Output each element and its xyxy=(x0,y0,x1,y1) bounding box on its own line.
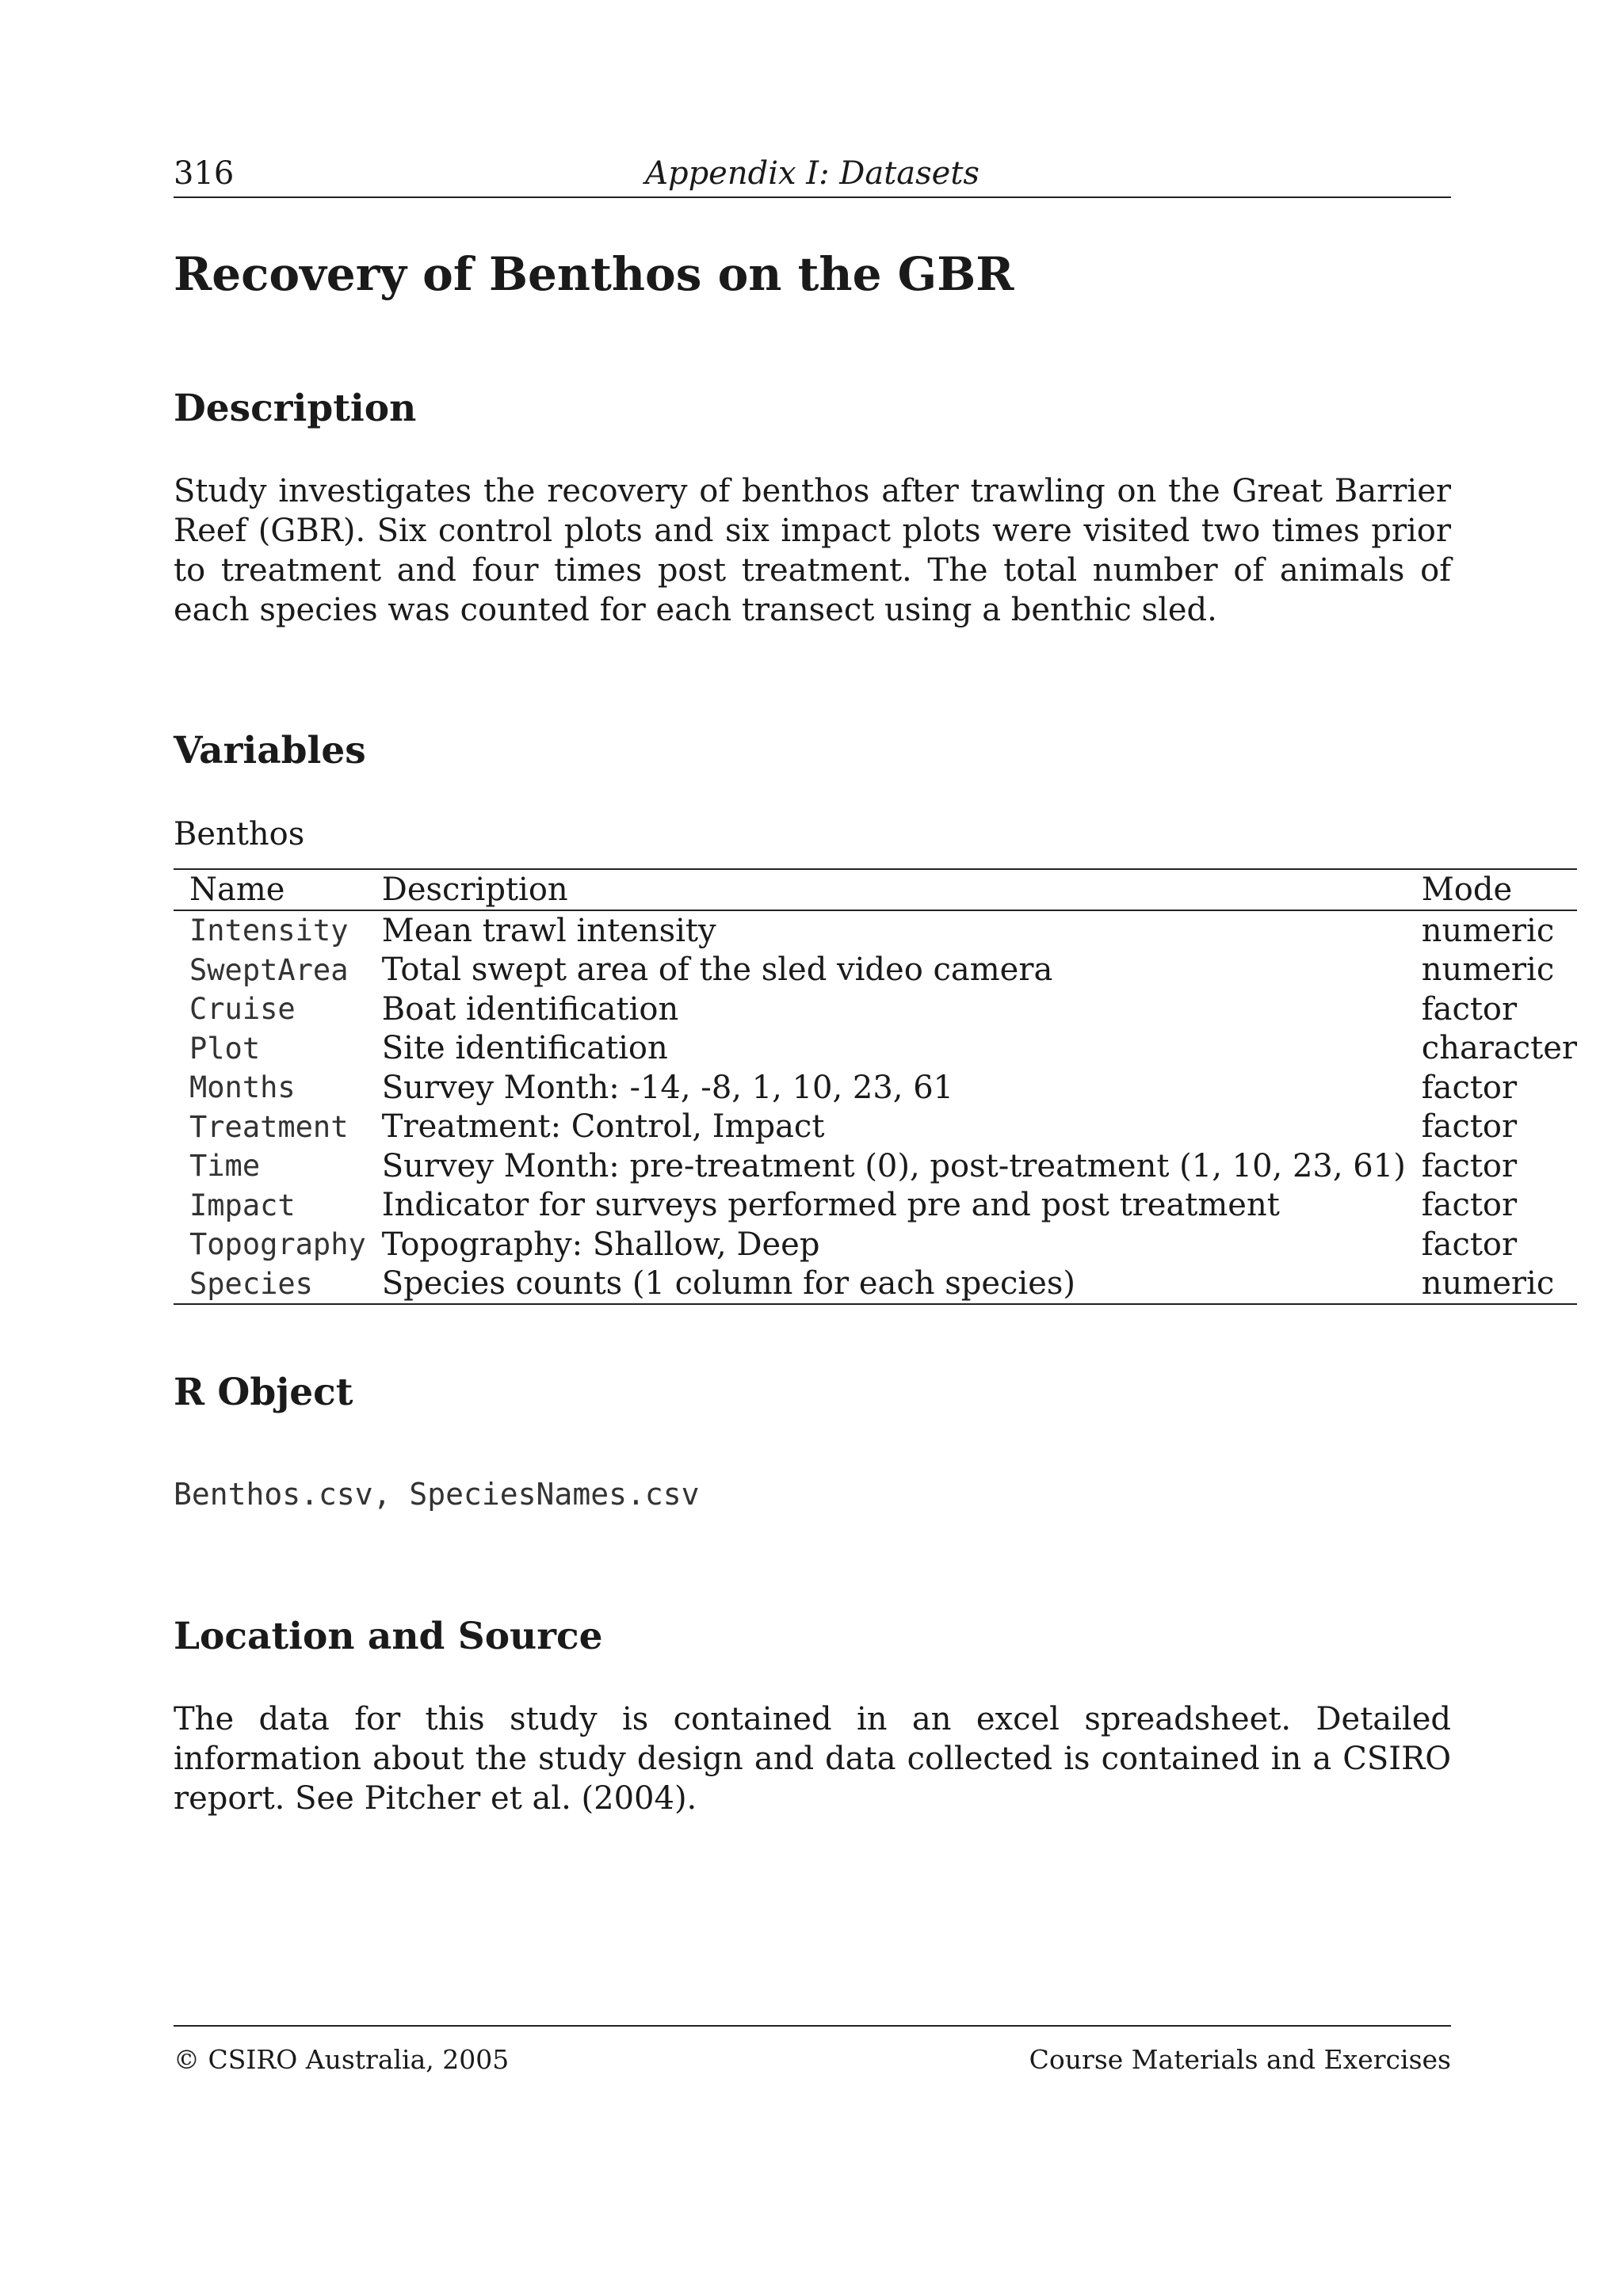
table-row xyxy=(174,1108,1577,1147)
variable-mode: factor xyxy=(1421,1187,1518,1224)
page-footer xyxy=(174,2025,1451,2075)
page-number: 316 xyxy=(174,155,235,192)
variable-mode: numeric xyxy=(1421,912,1555,949)
table-row xyxy=(174,990,1577,1029)
column-header-mode: Mode xyxy=(1421,871,1513,908)
table-header-row xyxy=(174,869,1577,910)
location-text: The data for this study is contained in an excel spreadsheet. Detailed information about the study design and data collected is contained in a CSIRO report. See Pitcher et al. (2004). xyxy=(174,1701,1451,1817)
footer-series: Course Materials and Exercises xyxy=(1029,2044,1451,2075)
variable-name: Species xyxy=(189,1266,313,1301)
column-header-description: Description xyxy=(381,871,568,908)
table-row xyxy=(174,1068,1577,1108)
variable-name: Cruise xyxy=(189,992,296,1027)
r-object-heading: R Object xyxy=(174,1371,353,1414)
copyright: © CSIRO Australia, 2005 xyxy=(174,2044,510,2075)
table-row xyxy=(174,1186,1577,1226)
variable-name: Plot xyxy=(189,1031,261,1066)
table-row xyxy=(174,910,1577,951)
variable-name: Months xyxy=(189,1070,296,1105)
table-caption: Benthos xyxy=(174,816,305,852)
variable-description: Indicator for surveys performed pre and post treatment xyxy=(381,1187,1280,1224)
variable-name: Treatment xyxy=(189,1109,349,1144)
variable-description: Mean trawl intensity xyxy=(381,912,716,949)
variable-name: Topography xyxy=(189,1227,366,1262)
variables-table xyxy=(174,868,1577,1305)
variables-heading: Variables xyxy=(174,729,366,772)
table-row xyxy=(174,1146,1577,1186)
variable-description: Survey Month: pre-treatment (0), post-treatment (1, 10, 23, 61) xyxy=(381,1147,1406,1184)
running-title: Appendix I: Datasets xyxy=(645,155,980,192)
variable-mode: numeric xyxy=(1421,952,1555,989)
variable-mode: factor xyxy=(1421,1108,1518,1146)
variable-description: Site identification xyxy=(381,1030,668,1067)
r-object-files: Benthos.csv, SpeciesNames.csv xyxy=(174,1477,700,1512)
running-header xyxy=(174,155,1451,198)
variable-description: Species counts (1 column for each species) xyxy=(381,1265,1076,1302)
variable-description: Treatment: Control, Impact xyxy=(381,1108,825,1146)
table-row xyxy=(174,951,1577,990)
column-header-name: Name xyxy=(189,871,285,908)
description-text: Study investigates the recovery of benthos after trawling on the Great Barrier Reef (GBR). Six control plots and six impact plots were visited two times prior to treatment and four times post treatment. The total number of animals of each species was counted for each transect using a benthic sled. xyxy=(174,473,1451,628)
variable-mode: numeric xyxy=(1421,1265,1555,1302)
variable-mode: factor xyxy=(1421,990,1518,1028)
variable-mode: factor xyxy=(1421,1226,1518,1263)
description-heading: Description xyxy=(174,387,417,430)
location-heading: Location and Source xyxy=(174,1615,603,1658)
variable-mode: factor xyxy=(1421,1147,1518,1184)
variable-mode: factor xyxy=(1421,1069,1518,1106)
table-row xyxy=(174,1264,1577,1305)
page-title: Recovery of Benthos on the GBR xyxy=(174,247,1014,301)
variable-name: SweptArea xyxy=(189,952,349,987)
variable-description: Topography: Shallow, Deep xyxy=(381,1226,820,1263)
table-row xyxy=(174,1029,1577,1069)
table-row xyxy=(174,1225,1577,1264)
variable-description: Survey Month: -14, -8, 1, 10, 23, 61 xyxy=(381,1069,954,1106)
table-body xyxy=(174,910,1577,1304)
variable-name: Impact xyxy=(189,1188,296,1222)
variable-mode: character xyxy=(1421,1030,1578,1067)
variable-name: Time xyxy=(189,1149,261,1184)
variable-description: Total swept area of the sled video camera xyxy=(381,952,1053,989)
variable-description: Boat identification xyxy=(381,990,679,1028)
variable-name: Intensity xyxy=(189,913,349,948)
